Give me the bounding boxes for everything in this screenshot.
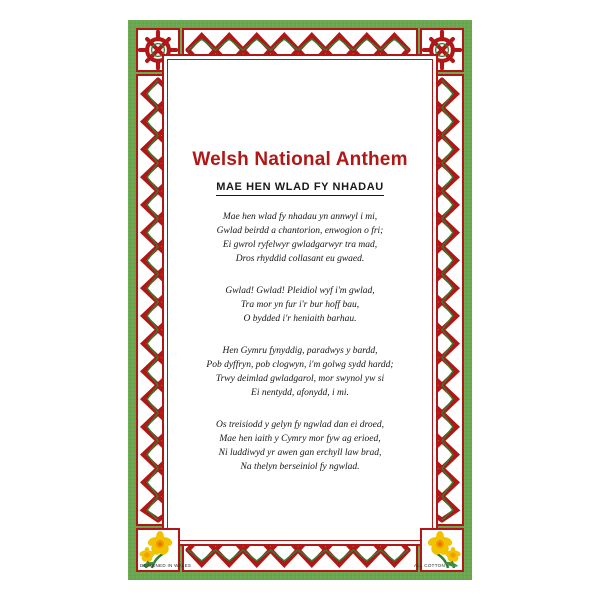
verse-line: Os treisiodd y gelyn fy ngwlad dan ei droed,: [216, 419, 384, 430]
verse-4: [168, 418, 432, 474]
verse-line: O bydded i'r heniaith barhau.: [243, 313, 357, 324]
verse-line: Pob dyffryn, pob clogwyn, i'm golwg sydd hardd;: [206, 359, 394, 370]
verse-1: [168, 210, 432, 266]
verse-line: Ei nentydd, afonydd, i mi.: [251, 387, 349, 398]
footer-all-cotton: ALL COTTON: [414, 563, 446, 568]
verse-line: Trwy deimlad gwladgarol, mor swynol yw si: [215, 373, 385, 384]
verse-2-chorus: [168, 284, 432, 326]
footer-designed-in-wales: DESIGNED IN WALES: [140, 563, 192, 568]
verse-line: Tra mor yn fur i'r bur hoff bau,: [240, 299, 360, 310]
verse-line: Dros rhyddid collasant eu gwaed.: [235, 253, 365, 264]
verse-line: Hen Gymru fynyddig, paradwys y bardd,: [222, 345, 378, 356]
verse-line: Ei gwrol ryfelwyr gwladgarwyr tra mad,: [222, 239, 378, 250]
verse-line: Gwlad beirdd a chantorion, enwogion o fri;: [216, 225, 384, 236]
verse-line: Mae hen iaith y Cymry mor fyw ag erioed,: [219, 433, 381, 444]
page-subtitle: MAE HEN WLAD FY NHADAU: [216, 181, 384, 196]
verse-line: Gwlad! Gwlad! Pleidiol wyf i'm gwlad,: [225, 285, 375, 296]
page-title: Welsh National Anthem: [192, 149, 408, 170]
verse-3: [168, 344, 432, 400]
verse-line: Ni luddiwyd yr awen gan erchyll law brad,: [218, 447, 382, 458]
verse-line: Na thelyn berseiniol fy ngwlad.: [240, 461, 360, 472]
verse-line: Mae hen wlad fy nhadau yn annwyl i mi,: [222, 211, 378, 222]
anthem-text-block: [168, 150, 432, 492]
